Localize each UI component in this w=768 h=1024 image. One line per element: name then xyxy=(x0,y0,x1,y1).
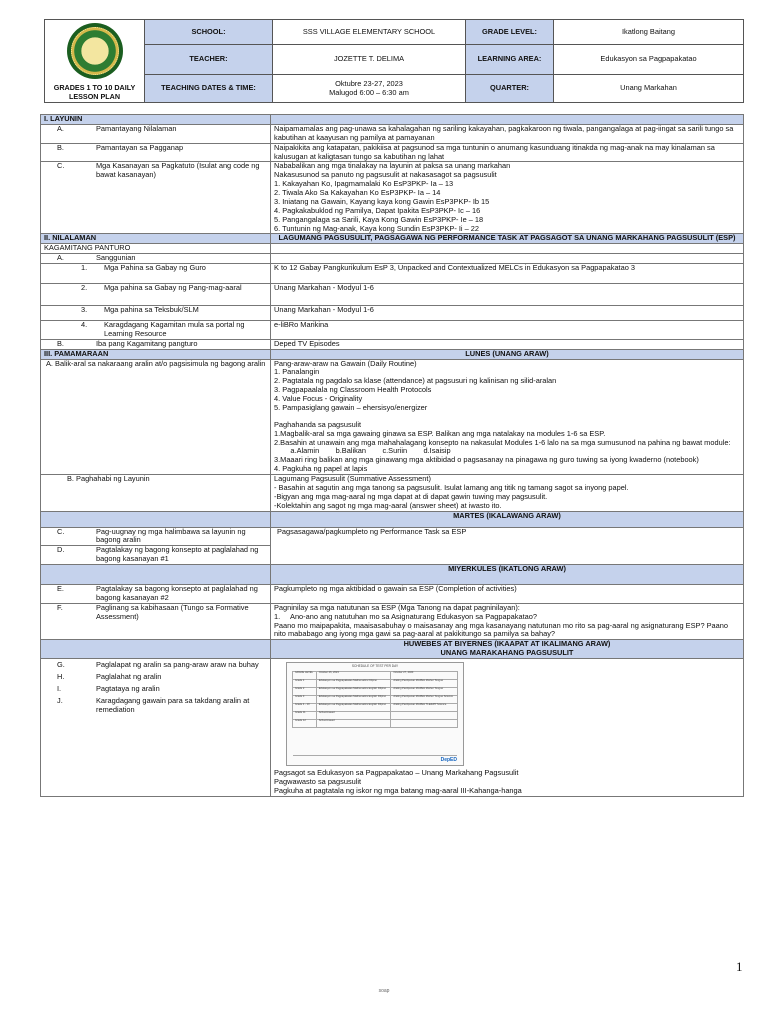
schedule-cell: Araling Panlipunan MAPEH Mother Tongue Science xyxy=(391,695,458,703)
row-value: K to 12 Gabay Pangkurikulum EsP 3, Unpacked and Contextualized MELCs in Edukasyon sa Pagpapakatao 3 xyxy=(271,264,744,284)
school-label: SCHOOL: xyxy=(145,20,273,45)
row-key: D. xyxy=(57,545,65,555)
schedule-title: SCHEDULE OF TEST PER DAY xyxy=(351,664,399,668)
row-label: B. Paghahabi ng Layunin xyxy=(41,475,271,512)
row-key: 4. xyxy=(81,320,88,329)
row-label: Paglalahat ng aralin xyxy=(96,671,162,681)
row-label: Pamantayang Nilalaman xyxy=(96,123,177,133)
quarter-value: Unang Markahan xyxy=(554,75,744,103)
row-key: I. xyxy=(57,683,62,693)
row-key: 1. xyxy=(81,263,88,272)
day1-heading: LUNES (UNANG ARAW) xyxy=(271,349,744,359)
day45-heading xyxy=(271,640,744,659)
list-item: Paano mo maipapakita, maaisasabuhay o maisasanay ang mga kasanayang natutunan mo rito sa pag-aaral ng asignaturang ESP? Paano nito mababago ang iyong mga gawi sa pag-aaral at pakikitungo sa pamilya sa bahay? xyxy=(274,620,728,639)
dates-line-1: Oktubre 23-27, 2023 xyxy=(335,78,403,88)
list-item: 4. Pagkuha ng papel at lapis xyxy=(274,464,368,474)
row-label: Paglalapat ng aralin sa pang-araw araw na buhay xyxy=(96,660,259,669)
row-label: Mga pahina sa Teksbuk/SLM xyxy=(104,305,199,314)
row-key: 2. xyxy=(81,283,88,292)
nilalaman-heading: II. NILALAMAN xyxy=(41,234,271,244)
schedule-head: October 27, 2023 xyxy=(391,671,458,679)
footnote: soap xyxy=(378,988,390,994)
row-label: Pag-uugnay ng mga halimbawa sa layunin ng bagong aralin xyxy=(96,526,246,545)
list-item: 2. Pagtatala ng pagdalo sa klase (attendance) at pagsusuri ng kalinisan ng silid-aralan xyxy=(274,376,557,386)
row-key: H. xyxy=(57,671,65,681)
reflection-block xyxy=(271,603,744,640)
row-key: 3. xyxy=(81,305,88,314)
list-item: 2. Tiwala Ako Sa Kakayahan Ko EsP3PKP- Ia – 14 xyxy=(274,188,441,197)
row-key: E. xyxy=(57,584,64,593)
teacher-label: TEACHER: xyxy=(145,45,273,75)
list-item: Nababalikan ang mga tinalakay na layunin at paksa sa unang markahan xyxy=(274,161,511,171)
list-item: 4. Pagkakabuklod ng Pamilya, Dapat Ipakita EsP3PKP- Ic – 16 xyxy=(274,205,481,215)
dlp-title: GRADES 1 TO 10 DAILY LESSON PLAN xyxy=(53,83,136,101)
layunin-heading: I. LAYUNIN xyxy=(41,115,271,125)
schedule-cell xyxy=(391,711,458,719)
list-item: a.Alamin b.Balikan c.Suriin d.Isaisip xyxy=(274,446,451,456)
schedule-cell: Grade 2 xyxy=(293,687,317,695)
row-label: Mga Kasanayan sa Pagkatuto (Isulat ang code ng bawat kasanayan) xyxy=(96,161,260,180)
list-item: Pagwawasto sa pagsusulit xyxy=(274,776,362,786)
nilalaman-content: LAGUMANG PAGSUSULIT, PAGSAGAWA NG PERFORMANCE TASK AT PAGSAGOT SA UNANG MARKAHANG PAGSUSULIT (ESP) xyxy=(271,234,744,244)
row-key: A. xyxy=(57,123,64,133)
list-item: -Bigyan ang mga mag-aaral ng mga dapat at di dapat gawin tuwing may pagsusulit. xyxy=(274,491,548,501)
lesson-plan-table xyxy=(40,114,744,797)
quarter-label: QUARTER: xyxy=(466,75,554,103)
schedule-cell: Edukasyon sa Pagpapakatao Mathematics Filipino xyxy=(316,679,391,687)
kagamitan-heading: KAGAMITANG PANTURO xyxy=(41,244,271,254)
summative-block xyxy=(271,475,744,512)
row-value: Unang Markahan - Modyul 1-6 xyxy=(271,284,744,306)
list-item: Paghahanda sa pagsusulit xyxy=(274,419,362,429)
row-key: B. xyxy=(57,142,64,152)
row-value: Pagsasagawa/pagkumpleto ng Performance Task sa ESP xyxy=(271,527,744,565)
row-label: Mga pahina sa Gabay ng Pang-mag-aaral xyxy=(104,283,242,292)
grade-value: Ikatlong Baitang xyxy=(554,20,744,45)
schedule-cell: Grade 11 xyxy=(293,711,317,719)
schedule-head: GRADE LEVEL xyxy=(293,671,317,679)
list-item: Pagsagot sa Edukasyon sa Pagpapakatao – Unang Markahang Pagsusulit xyxy=(274,768,519,777)
row-label: Karagdagang gawain para sa takdang aralin at remediation xyxy=(96,695,250,714)
schedule-cell: Araling Panlipunan MAPEH TLE/EPP Science xyxy=(391,703,458,711)
list-item: 5. Pampasiglang gawain – ehersisyo/energizer xyxy=(274,402,428,412)
list-item: 1.Magbalik-aral sa mga gawaing ginawa sa ESP. Balikan ang mga natalakay na modules 1-6 sa ESP. xyxy=(274,428,606,438)
list-item: Pagninilay sa mga natutunan sa ESP (Mga Tanong na dapat pagninilayan): xyxy=(274,602,520,612)
schedule-cell: Grade 12 xyxy=(293,719,317,727)
schedule-cell: School-based xyxy=(316,711,391,719)
list-item: Pang-araw-araw na Gawain (Daily Routine) xyxy=(274,358,417,368)
schedule-cell xyxy=(391,719,458,727)
row-key: F. xyxy=(57,602,63,612)
gj-labels xyxy=(41,659,271,797)
row-label: Sanggunian xyxy=(96,253,136,263)
day45-subtitle: UNANG MARAKAHANG PAGSUSULIT xyxy=(440,648,574,658)
day45-title: HUWEBES AT BIYERNES (IKAAPAT AT IKALIMANG ARAW) xyxy=(403,639,611,649)
row-label: Mga Pahina sa Gabay ng Guro xyxy=(104,263,206,272)
row-label: A. Balik-aral sa nakaraang aralin at/o pagsisimula ng bagong aralin xyxy=(41,359,271,475)
list-item: 3.Maaari ring balikan ang mga ginawang mga aktibidad o pagsasanay na pinagawa ng guro tuwing sa iyong kwaderno (notebook) xyxy=(274,455,699,465)
list-item: 3. Iniatang na Gawain, Kayang kaya kong Gawin EsP3PKP- Ib 15 xyxy=(274,196,490,206)
list-item: 1. Ano-ano ang natutuhan mo sa Asignaturang Edukasyon sa Pagpapakatao? xyxy=(274,611,537,621)
row-label: Iba pang Kagamitang pangturo xyxy=(96,338,198,348)
school-seal-logo xyxy=(67,23,123,79)
row-key: J. xyxy=(57,695,63,705)
row-label: Pagtataya ng aralin xyxy=(96,683,160,693)
day2-heading: MARTES (IKALAWANG ARAW) xyxy=(271,511,744,527)
row-value: e-liBRo Marikina xyxy=(271,321,744,340)
test-schedule-image xyxy=(286,662,464,766)
list-item: Nakasusunod sa panuto ng pagsusulit at nakasasagot sa pagsusulit xyxy=(274,170,497,180)
list-item: 2.Basahin at unawain ang mga mahahalagang konsepto na nakasulat Modules 1-6 lalo na sa mga sumusunod na pahina ng bawat module: xyxy=(274,437,731,447)
schedule-cell: Araling Panlipunan MAPEH Mother Tongue xyxy=(391,687,458,695)
dates-value xyxy=(273,75,466,103)
row-value: Naipakikita ang katapatan, pakikiisa at pagsunod sa mga tuntunin o anumang kasunduang itinakda ng mag-anak na may kinalaman sa kalusugan at kaligtasan tungo sa kabutihan ng lahat xyxy=(271,143,744,162)
schedule-cell: Edukasyon sa Pagpapakatao Mathematics English Filipino xyxy=(316,687,391,695)
pamamaraan-heading: III. PAMAMARAAN xyxy=(41,349,271,359)
exam-day-block xyxy=(271,659,744,797)
row-key: B. xyxy=(57,338,64,348)
row-key: A. xyxy=(57,253,64,263)
schedule-cell: Edukasyon sa Pagpapakatao Mathematics English Filipino xyxy=(316,695,391,703)
row-label: Pagtalakay ng bagong konsepto at paglalahad ng bagong kasanayan #1 xyxy=(96,545,259,564)
grade-label: GRADE LEVEL: xyxy=(466,20,554,45)
schedule-cell: Araling Panlipunan MAPEH Mother Tongue xyxy=(391,679,458,687)
teacher-value: JOZETTE T. DELIMA xyxy=(273,45,466,75)
schedule-cell: Grade 3 xyxy=(293,695,317,703)
schedule-cell: Edukasyon sa Pagpapakatao Mathematics English Filipino xyxy=(316,703,391,711)
deped-logo: DepED xyxy=(440,757,457,763)
list-item: 4. Value Focus - Originality xyxy=(274,394,363,403)
area-value: Edukasyon sa Pagpapakatao xyxy=(554,45,744,75)
list-item: Lagumang Pagsusulit (Summative Assessment) xyxy=(274,474,431,483)
schedule-head: October 26, 2023 xyxy=(316,671,391,679)
logo-cell xyxy=(45,20,145,103)
row-label: Pagtalakay sa bagong konsepto at paglalahad ng bagong kasanayan #2 xyxy=(96,584,258,602)
row-value: Unang Markahan - Modyul 1-6 xyxy=(271,306,744,321)
schedule-cell: Grade 1 xyxy=(293,679,317,687)
competencies-list xyxy=(271,162,744,234)
row-value: Deped TV Episodes xyxy=(271,339,744,349)
school-value: SSS VILLAGE ELEMENTARY SCHOOL xyxy=(273,20,466,45)
row-label: Karagdagang Kagamitan mula sa portal ng Learning Resource xyxy=(104,320,245,338)
list-item: 1. Panalangin xyxy=(274,367,320,377)
list-item: Pagkuha at pagtatala ng iskor ng mga batang mag-aaral III-Kahanga-hanga xyxy=(274,785,522,795)
list-item: 5. Pangangalaga sa Sarili, Kaya Kong Gawin EsP3PKP- Ie – 18 xyxy=(274,214,484,224)
schedule-table xyxy=(292,671,458,728)
row-value: Naipamamalas ang pag-unawa sa kahalagahan ng sariling kakayahan, pagkakaroon ng tiwala, pangangalaga at pag-iingat sa sarili tungo sa kabutihan at kaayusan ng pamilya at pamayanan xyxy=(271,124,744,143)
header-table xyxy=(44,19,744,103)
row-value: Pagkumpleto ng mga aktibidad o gawain sa ESP (Completion of activities) xyxy=(271,585,744,604)
dates-label: TEACHING DATES & TIME: xyxy=(145,75,273,103)
routine-block xyxy=(271,359,744,475)
list-item: 6. Tuntunin ng Mag-anak, Kaya kong Sundin EsP3PKP- Ii – 22 xyxy=(274,223,480,233)
list-item: - Basahin at sagutin ang mga tanong sa pagsusulit. Isulat lamang ang titik ng tamang sagot sa inyong papel. xyxy=(274,482,629,492)
list-item: 3. Pagpapaalala ng Classroom Health Protocols xyxy=(274,385,432,395)
schedule-cell: Grade 4 - 10 xyxy=(293,703,317,711)
page-number: 1 xyxy=(736,959,743,974)
row-label: Paglinang sa kabihasaan (Tungo sa Formative Assessment) xyxy=(96,602,249,621)
row-label: Pamantayan sa Pagganap xyxy=(96,142,184,152)
list-item: 1. Kakayahan Ko, Ipagmamalaki Ko EsP3PKP- Ia – 13 xyxy=(274,179,454,189)
row-key: G. xyxy=(57,660,65,669)
schedule-cell: School-based xyxy=(316,719,391,727)
row-key: C. xyxy=(57,526,65,536)
list-item: -Kolektahin ang sagot ng mga mag-aaral (answer sheet) at iwasto ito. xyxy=(274,500,502,510)
area-label: LEARNING AREA: xyxy=(466,45,554,75)
row-key: C. xyxy=(57,161,65,171)
day3-heading: MIYERKULES (IKATLONG ARAW) xyxy=(271,565,744,585)
dates-line-2: Malugod 6:00 – 6:30 am xyxy=(329,87,409,97)
